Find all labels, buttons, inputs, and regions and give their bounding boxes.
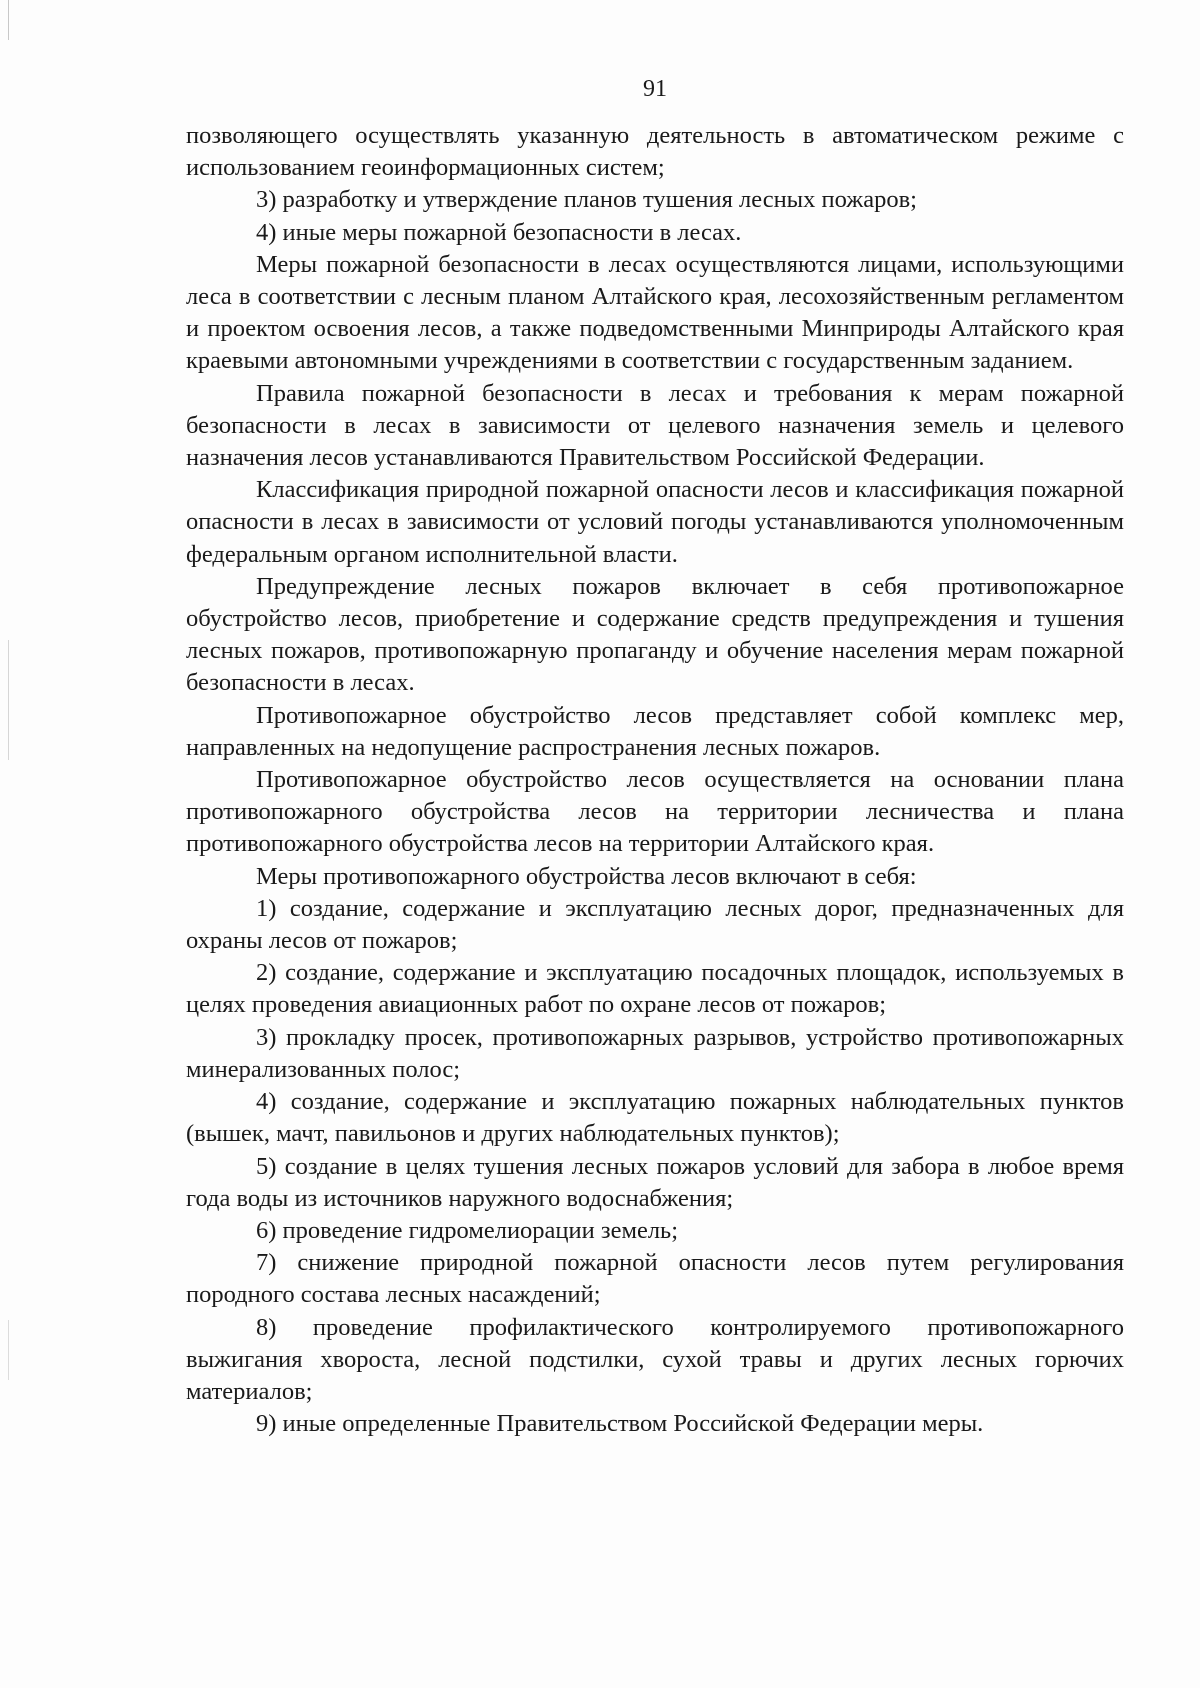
paragraph: Меры противопожарного обустройства лесов включают в себя: [256,862,917,890]
paragraph: 3) разработку и утверждение планов тушения лесных пожаров; [256,186,917,214]
paragraph: Классификация природной пожарной опасности лесов и классификация пожарной опасности в лесах в зависимости от условий погоды устанавливаются уполномоченным федеральным органом исполнительной власти. [186,476,1124,568]
list-item: 7) снижение природной пожарной опасности лесов путем регулирования породного состава лесных насаждений; [186,1249,1124,1309]
scan-edge-mark [8,1320,9,1380]
paragraph: Предупреждение лесных пожаров включает в себя противопожарное обустройство лесов, приобретение и содержание средств предупреждения и тушения лесных пожаров, противопожарную пропаганду и обучение населения мерам пожарной безопасности в лесах. [186,572,1124,697]
list-item: 8) проведение профилактического контролируемого противопожарного выжигания хвороста, лесной подстилки, сухой травы и других лесных горючих материалов; [186,1313,1124,1405]
list-item: 4) создание, содержание и эксплуатацию пожарных наблюдательных пунктов (вышек, мачт, павильонов и других наблюдательных пунктов); [186,1088,1124,1148]
list-item: 6) проведение гидромелиорации земель; [256,1216,679,1244]
page-number: 91 [643,76,667,102]
scan-edge-mark [8,0,9,40]
document-body [186,120,1124,1440]
list-item: 5) создание в целях тушения лесных пожаров условий для забора в любое время года воды из источников наружного водоснабжения; [186,1152,1124,1212]
paragraph: Правила пожарной безопасности в лесах и требования к мерам пожарной безопасности в лесах в зависимости от целевого назначения земель и целевого назначения лесов устанавливаются Правительством Российской Федерации. [186,379,1124,472]
list-item: 9) иные определенные Правительством Российской Федерации меры. [256,1410,984,1438]
paragraph: Противопожарное обустройство лесов осуществляется на основании плана противопожарного обустройства лесов на территории лесничества и плана противопожарного обустройства лесов на территории Алтайского края. [186,766,1124,858]
paragraph: 4) иные меры пожарной безопасности в лесах. [256,218,742,246]
list-item: 3) прокладку просек, противопожарных разрывов, устройство противопожарных минерализованных полос; [186,1023,1124,1083]
paragraph: Противопожарное обустройство лесов представляет собой комплекс мер, направленных на недопущение распространения лесных пожаров. [186,701,1124,761]
list-item: 1) создание, содержание и эксплуатацию лесных дорог, предназначенных для охраны лесов от пожаров; [186,894,1124,955]
scan-edge-mark [8,640,9,760]
paragraph: позволяющего осуществлять указанную деятельность в автоматическом режиме с использованием геоинформационных систем; [186,122,1124,182]
list-item: 2) создание, содержание и эксплуатацию посадочных площадок, используемых в целях проведения авиационных работ по охране лесов от пожаров; [186,959,1124,1019]
paragraph: Меры пожарной безопасности в лесах осуществляются лицами, использующими леса в соответствии с лесным планом Алтайского края, лесохозяйственным регламентом и проектом освоения лесов, а также подведомственными Минприроды Алтайского края краевыми автономными учреждениями в соответствии с государственным заданием. [186,250,1124,375]
